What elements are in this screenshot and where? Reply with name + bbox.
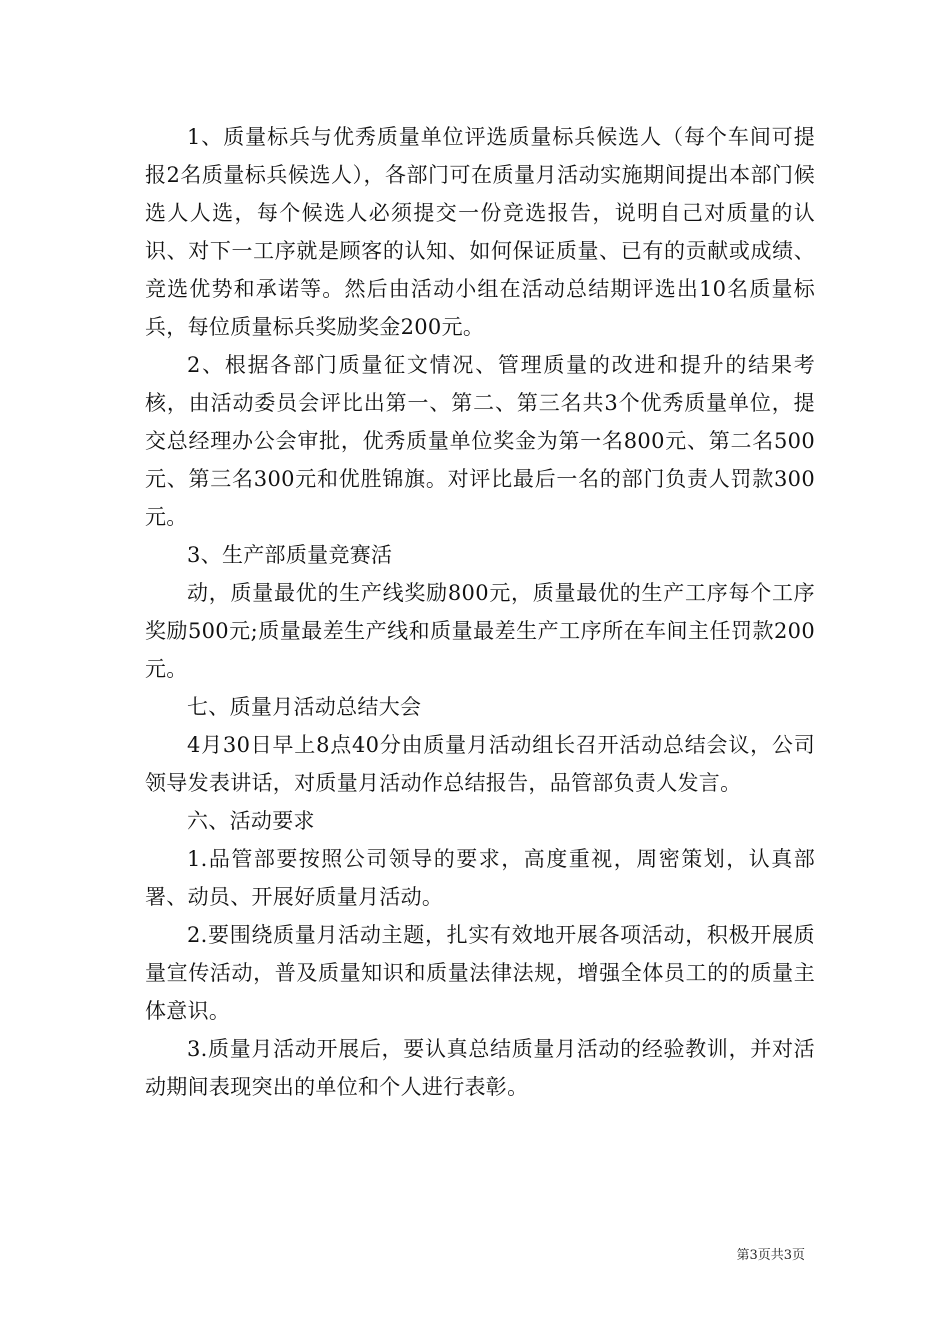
paragraph-quality-model-selection: 1、质量标兵与优秀质量单位评选质量标兵候选人（每个车间可提报2名质量标兵候选人），各部门可在质量月活动实施期间提出本部门候选人人选，每个候选人必须提交一份竞选报告，说明自己对质量的认识、对下一工序就是顾客的认知、如何保证质量、已有的贡献或成绩、竞选优势和承诺等。然后由活动小组在活动总结期评选出10名质量标兵，每位质量标兵奖励奖金200元。 xyxy=(145,125,815,339)
paragraph-requirement-2: 2.要围绕质量月活动主题，扎实有效地开展各项活动，积极开展质量宣传活动，普及质量知识和质量法律法规，增强全体员工的的质量主体意识。 xyxy=(145,923,815,1023)
paragraph-excellent-unit-ranking: 2、根据各部门质量征文情况、管理质量的改进和提升的结果考核，由活动委员会评比出第一、第二、第三名共3个优秀质量单位，提交总经理办公会审批，优秀质量单位奖金为第一名800元、第二名500元、第三名300元和优胜锦旗。对评比最后一名的部门负责人罚款300元。 xyxy=(145,353,815,529)
paragraph-production-competition-heading: 3、生产部质量竞赛活 xyxy=(187,543,393,567)
paragraph-production-competition-rewards: 动，质量最优的生产线奖励800元，质量最优的生产工序每个工序奖励500元;质量最差生产线和质量最差生产工序所在车间主任罚款200元。 xyxy=(145,581,815,681)
document-body xyxy=(145,118,815,1106)
section-heading-activity-requirements: 六、活动要求 xyxy=(187,809,315,833)
paragraph-requirement-3: 3.质量月活动开展后，要认真总结质量月活动的经验教训，并对活动期间表现突出的单位和个人进行表彰。 xyxy=(145,1037,815,1099)
paragraph-requirement-1: 1.品管部要按照公司领导的要求，高度重视，周密策划，认真部署、动员、开展好质量月活动。 xyxy=(145,847,815,909)
paragraph-summary-meeting: 4月30日早上8点40分由质量月活动组长召开活动总结会议，公司领导发表讲话，对质量月活动作总结报告，品管部负责人发言。 xyxy=(145,733,815,795)
section-heading-summary-meeting: 七、质量月活动总结大会 xyxy=(187,695,422,719)
page-number-footer: 第3页共3页 xyxy=(736,1248,805,1263)
